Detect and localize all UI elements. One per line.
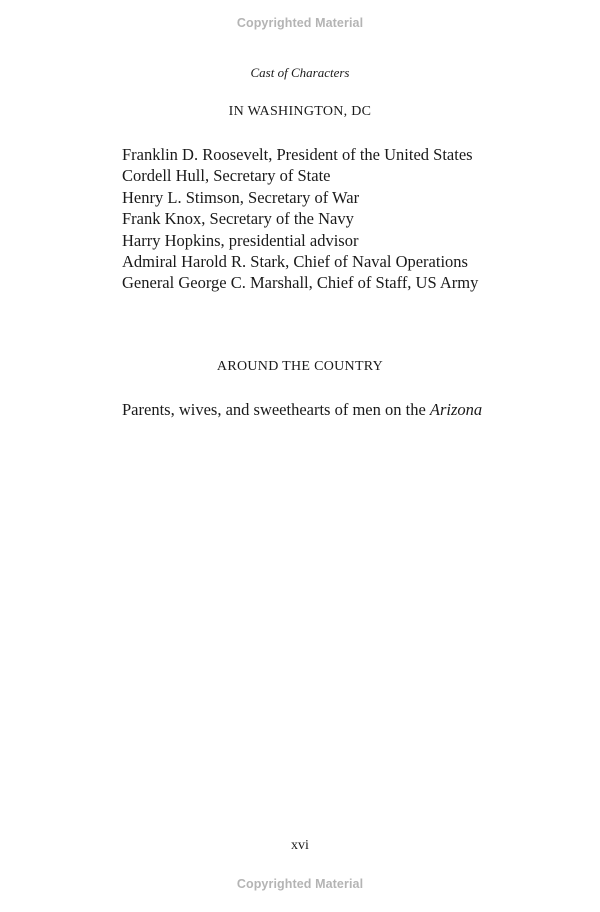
cast-entry-hull: Cordell Hull, Secretary of State	[122, 166, 331, 186]
running-head: Cast of Characters	[250, 65, 350, 80]
cast-entry-hopkins: Harry Hopkins, presidential advisor	[122, 230, 359, 250]
country-cast-list	[122, 399, 502, 420]
section-heading-washington: IN WASHINGTON, DC	[228, 104, 372, 119]
section-heading-country: AROUND THE COUNTRY	[216, 359, 384, 374]
cast-entry-stimson: Henry L. Stimson, Secretary of War	[122, 187, 360, 207]
cast-entry-roosevelt: Franklin D. Roosevelt, President of the United States	[122, 145, 473, 164]
copyright-watermark-bottom: Copyrighted Material	[236, 877, 364, 891]
page-number: xvi	[291, 838, 309, 853]
washington-cast-list	[122, 144, 502, 294]
cast-entry-families	[122, 399, 502, 420]
copyright-watermark-top: Copyrighted Material	[236, 16, 364, 30]
cast-entry-stark: Admiral Harold R. Stark, Chief of Naval Operations	[122, 252, 468, 272]
cast-entry-families-text: Parents, wives, and sweethearts of men on the	[122, 400, 426, 419]
ship-name-arizona: Arizona	[429, 400, 483, 419]
cast-entry-marshall: General George C. Marshall, Chief of Staff, US Army	[122, 273, 479, 293]
cast-entry-knox: Frank Knox, Secretary of the Navy	[122, 209, 354, 229]
